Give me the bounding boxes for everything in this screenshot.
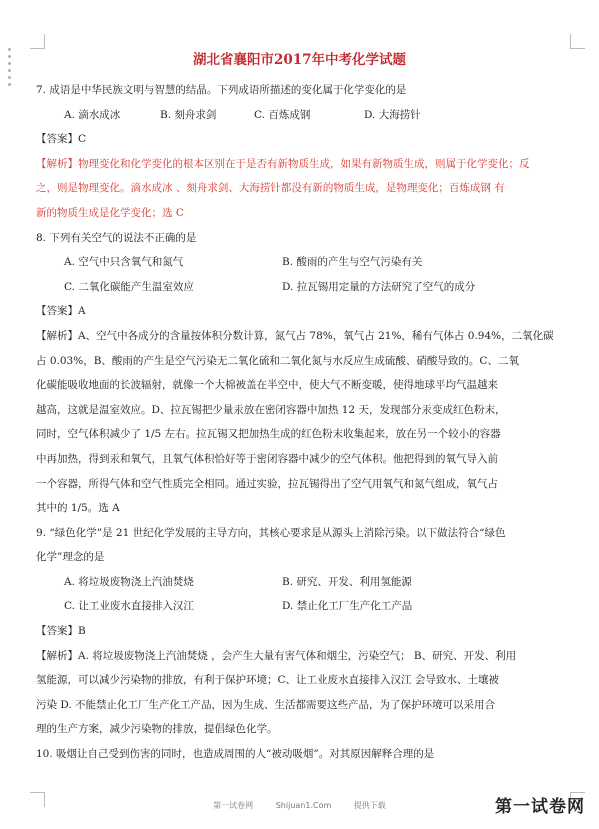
question-8-options-row1 [36, 250, 576, 275]
analysis-8-line: 化碳能吸收地面的长波辐射，就像一个大棉被盖在半空中，使大气不断变暖，使得地球平均气温越来 [36, 379, 498, 392]
crop-mark-top-left [30, 34, 45, 49]
question-8-stem: 8. 下列有关空气的说法不正确的是 [36, 231, 197, 244]
option-b: B. 刻舟求剑 [160, 108, 217, 121]
analysis-7-line: 新的物质生成是化学变化；选 C [36, 206, 184, 219]
answer-9: 【答案】B [36, 625, 86, 638]
question-9-options-row2 [36, 594, 576, 619]
analysis-8-line: 占 0.03%，B、酸雨的产生是空气污染无二氧化硫和二氧化氮与水反应生成硫酸、硝酸导致的。C、二氧 [36, 354, 519, 367]
option-d: D. 拉瓦锡用定量的方法研究了空气的成分 [282, 280, 476, 293]
question-9-stem-cont: 化学”理念的是 [36, 551, 105, 564]
analysis-7-line: 【解析】物理变化和化学变化的根本区别在于是否有新物质生成，如果有新物质生成，则属于化学变化；反 [36, 157, 530, 170]
crop-mark-top-right [570, 34, 585, 49]
footer-download-note: 提供下载 [353, 801, 386, 810]
question-10-stem: 10. 吸烟让自己受到伤害的同时，也造成周围的人“被动吸烟”。对其原因解释合理的是 [36, 748, 435, 761]
footer-site-url[interactable]: Shijuan1.Com [275, 801, 332, 810]
analysis-8-line: 中再加热，得到汞和氧气，且氧气体积恰好等于密闭容器中减少的空气体积。他把得到的氧气导入前 [36, 452, 498, 465]
analysis-8-line: 【解析】A、空气中各成分的含量按体积分数计算，氮气占 78%，氧气占 21%，稀有气体占 0.94%，二氧化碳 [36, 329, 554, 342]
question-9-options-row1 [36, 570, 576, 595]
analysis-8-line: 其中的 1/5。选 A [36, 502, 120, 515]
analysis-9-line: 污染 D. 不能禁止化工厂生产化工产品，因为生成、生活都需要这些产品，为了保护环境可以采用合 [36, 698, 496, 711]
option-c: C. 让工业废水直接排入汉江 [64, 600, 194, 613]
question-7-options [36, 103, 576, 128]
analysis-7-line: 之，则是物理变化。滴水成冰 、刻舟求剑、大海捞针都没有新的物质生成，是物理变化；百炼成钢 有 [36, 182, 505, 195]
page-title: 湖北省襄阳市2017年中考化学试题 [192, 52, 407, 68]
option-c: C. 百炼成钢 [254, 108, 311, 121]
footer-site-name: 第一试卷网 [213, 801, 254, 810]
answer-8: 【答案】A [36, 305, 86, 318]
site-logo: 第一试卷网 [495, 797, 585, 817]
question-9-stem: 9. “绿色化学”是 21 世纪化学发展的主导方向，其核心要求是从源头上消除污染。以下做法符合“绿色 [36, 526, 506, 539]
document-body [36, 78, 576, 767]
analysis-9-line: 【解析】A. 将垃圾废物浇上汽油焚烧 ，会产生大量有害气体和烟尘，污染空气； B、研究、开发、利用 [36, 649, 517, 662]
answer-7: 【答案】C [36, 133, 87, 146]
option-a: A. 将垃圾废物浇上汽油焚烧 [64, 575, 194, 588]
question-7-stem: 7. 成语是中华民族文明与智慧的结晶。下列成语所描述的变化属于化学变化的是 [36, 84, 407, 96]
option-d: D. 禁止化工厂生产化工产品 [282, 600, 413, 613]
option-c: C. 二氧化碳能产生温室效应 [64, 280, 194, 293]
analysis-8-line: 同时，空气体积减少了 1/5 左右。拉瓦锡又把加热生成的红色粉末收集起来，放在另一个较小的容器 [36, 428, 501, 441]
option-d: D. 大海捞针 [364, 108, 421, 121]
analysis-9-line: 理的生产方案，减少污染物的排放，提倡绿色化学。 [36, 723, 278, 736]
option-a: A. 空气中只含氧气和氮气 [64, 256, 184, 269]
option-a: A. 滴水成冰 [64, 108, 121, 121]
analysis-8-line: 一个容器，所得气体和空气性质完全相同。通过实验，拉瓦锡得出了空气用氧气和氮气组成，氧气占 [36, 477, 498, 490]
option-b: B. 研究、开发、利用氢能源 [282, 575, 412, 588]
question-8-options-row2 [36, 275, 576, 300]
analysis-9-line: 氢能源，可以减少污染物的排放，有利于保护环境；C、让工业废水直接排入汉江 会导致水、土壤被 [36, 674, 499, 687]
analysis-8-line: 越高，这就是温室效应。D、拉瓦锡把少量汞放在密闭容器中加热 12 天，发现部分汞变成红色粉末， [36, 403, 506, 416]
option-b: B. 酸雨的产生与空气污染有关 [282, 256, 423, 269]
